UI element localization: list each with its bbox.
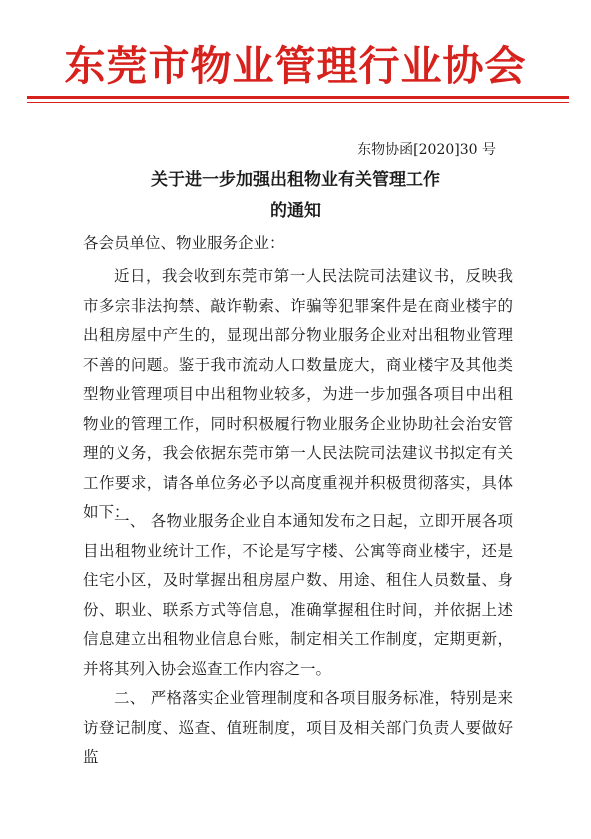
document-title-line-2: 的通知 — [270, 201, 321, 221]
body-paragraph: 二、 严格落实企业管理制度和各项目服务标准，特别是来访登记制度、巡查、值班制度，项目及相关部门负责人要做好监 — [83, 689, 513, 766]
document-number: 东物协函[2020]30 号 — [357, 142, 496, 158]
document-title-line-1: 关于进一步加强出租物业有关管理工作 — [151, 170, 440, 190]
body-paragraph: 一、 各物业服务企业自本通知发布之日起，立即开展各项目出租物业统计工作，不论是写字楼、公寓等商业楼宇，还是住宅小区，及时掌握出租房屋户数、用途、租住人员数量、身份、职业、联系方式等信息，准确掌握租住时间，并依据上述信息建立出租物业信息台账，制定相关工作制度，定期更新，并将其列入协会巡查工作内容之一。 — [83, 512, 513, 678]
salutation: 各会员单位、物业服务企业： — [83, 234, 285, 252]
letterhead-title: 东莞市物业管理行业协会 — [64, 42, 527, 90]
letterhead-rule-thick — [27, 96, 569, 99]
letterhead-rule-thin — [27, 102, 569, 103]
body-paragraph: 近日，我会收到东莞市第一人民法院司法建议书，反映我市多宗非法拘禁、敲诈勒索、诈骗等犯罪案件是在商业楼宇的出租房屋中产生的，显现出部分物业服务企业对出租物业管理不善的问题。鉴于我市流动人口数量庞大，商业楼宇及其他类型物业管理项目中出租物业较多，为进一步加强各项目中出租物业的管理工作，同时积极履行物业服务企业协助社会治安管理的义务，我会依据东莞市第一人民法院司法建议书拟定有关工作要求，请各单位务必予以高度重视并积极贯彻落实，具体如下： — [83, 267, 513, 521]
